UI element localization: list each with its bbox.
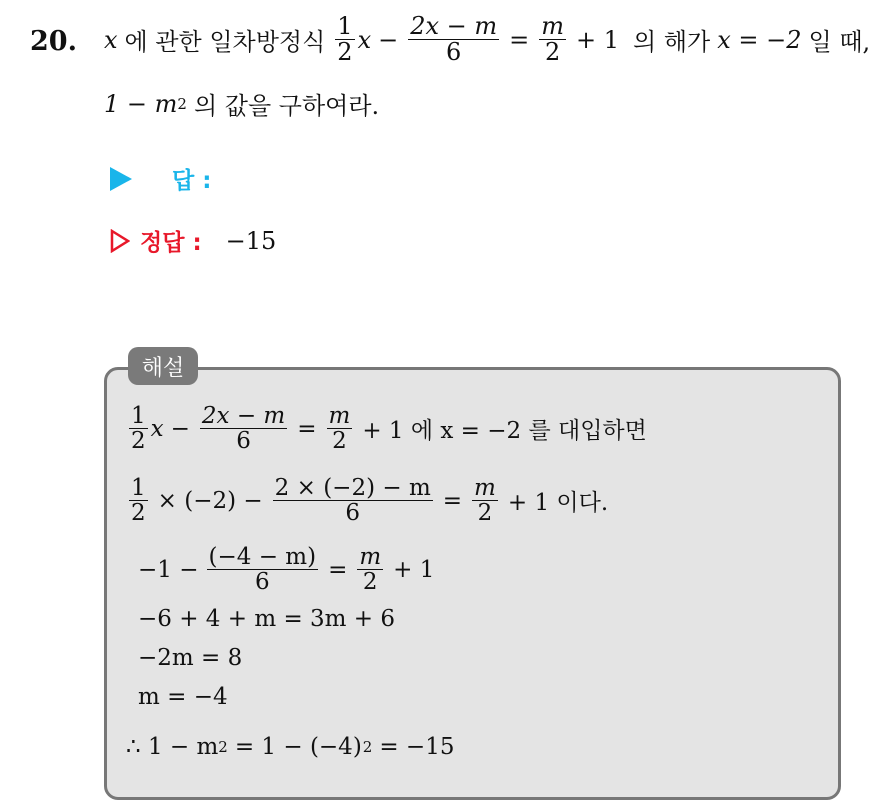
explanation-step-1: $\frac{1}{2}$ x − $\frac{2x - m}{6}$ = $\frac{m}{2}$ + 1 에 x = −2 를 대입하면 (131, 403, 647, 455)
tail-text: 일 때, (808, 28, 871, 57)
equals-sign: = (509, 25, 530, 54)
var-x: x (104, 25, 118, 54)
problem-line-1 (104, 14, 877, 65)
play-triangle-icon (110, 167, 132, 191)
solution-value: x = −2 (717, 25, 802, 54)
line2-expression: 1 − m (104, 89, 178, 118)
problem-line-2 (104, 86, 386, 121)
fraction-m-2: $\frac{m}{2}$ (541, 12, 565, 67)
answer-label: 답 : (172, 168, 212, 194)
explanation-step-4: −6 + 4 + m = 3m + 6 (138, 606, 395, 632)
explanation-step-3: −1 − $\frac{(-4 - m)}{6}$ = $\frac{m}{2}$ + 1 (138, 544, 435, 596)
intro-text: 에 관한 일차방정식 (124, 28, 326, 57)
explanation-step-2: $\frac{1}{2}$ × (−2) − $\frac{2 \times (-2) - m}{6}$ = $\frac{m}{2}$ + 1 이다. (131, 475, 609, 527)
correct-answer-value: −15 (225, 226, 277, 255)
line2-text: 의 값을 구하여라. (193, 92, 380, 120)
explanation-conclusion: ∴ 1 − m 2 = 1 − (−4) 2 = −15 (126, 734, 455, 760)
exponent: 2 (177, 94, 187, 113)
explanation-step-5: −2m = 8 (138, 645, 243, 671)
fraction-2x-m: $\frac{2x - m}{6}$ (410, 12, 498, 67)
fraction-half: $\frac{1}{2}$ (337, 12, 353, 67)
plus-one: + 1 (576, 25, 620, 54)
answer-row (110, 162, 211, 195)
correct-answer-row (110, 224, 276, 257)
outline-triangle-icon (110, 229, 130, 253)
mid-text: 의 해가 (633, 28, 711, 57)
problem-number: 20. (30, 26, 77, 57)
explanation-step-6: m = −4 (138, 684, 228, 710)
minus-sign: − (378, 25, 399, 54)
explanation-tab: 해설 (128, 347, 198, 385)
var-x-2: x (357, 25, 372, 54)
correct-answer-label: 정답 : (140, 230, 202, 256)
